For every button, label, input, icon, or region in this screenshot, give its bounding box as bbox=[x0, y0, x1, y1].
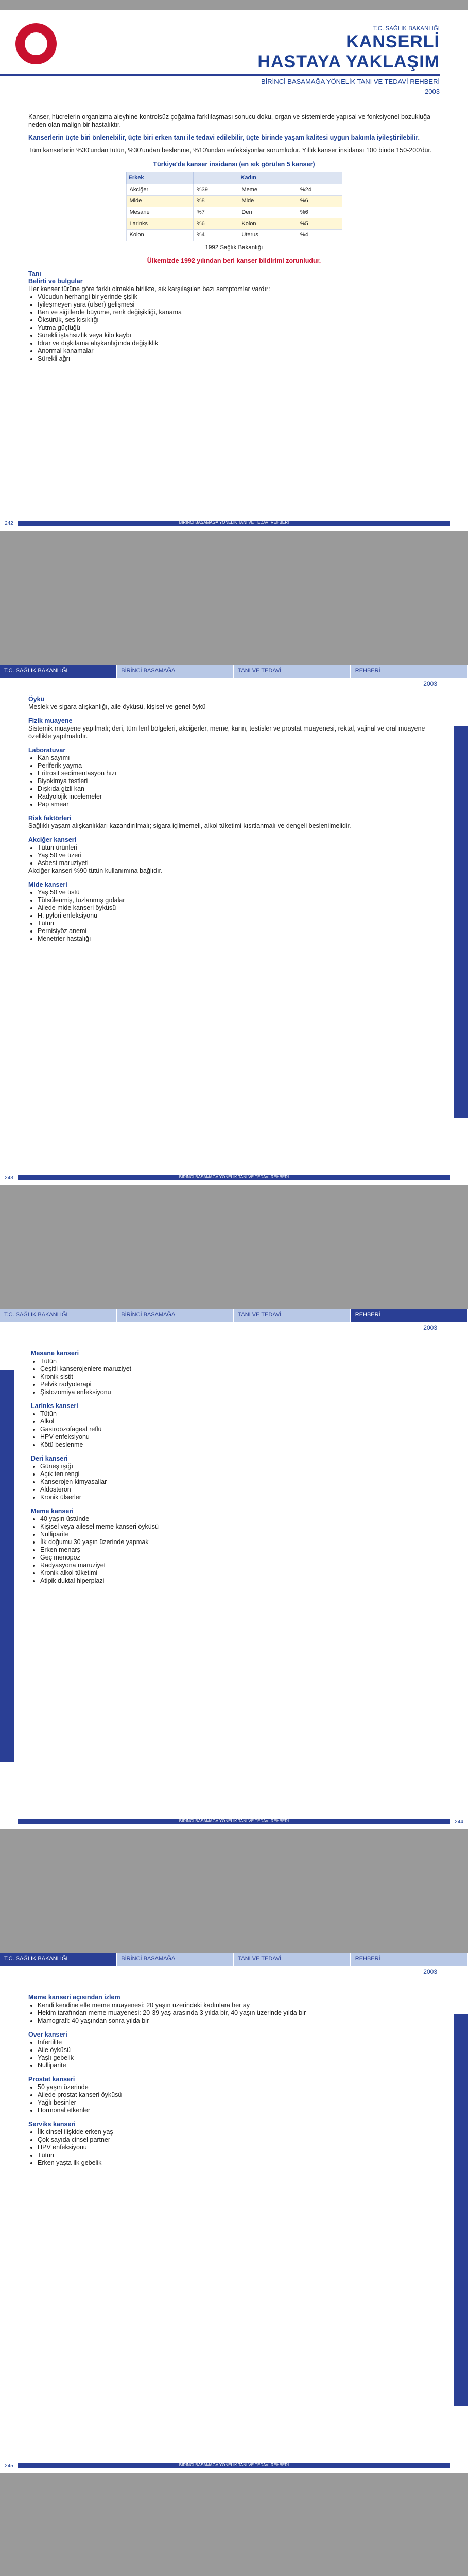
list-item: • Hormonal etkenler bbox=[38, 2107, 437, 2114]
list-item: • Aile öyküsü bbox=[38, 2046, 437, 2054]
header-series: T.C. SAĞLIK BAKANLIĞI bbox=[373, 26, 440, 32]
strip-label: REHBERİ bbox=[351, 1309, 468, 1322]
section-text: Meslek ve sigara alışkanlığı, aile öyküsü, kişisel ve genel öykü bbox=[28, 703, 206, 710]
list-item: • Pernisiyöz anemi bbox=[38, 927, 437, 935]
strip-label: BİRİNCİ BASAMAĞA bbox=[117, 1953, 234, 1966]
section-heading: Meme kanseri açısından izlem bbox=[28, 1994, 120, 2001]
list-item: • Kronik ülserler bbox=[40, 1494, 440, 1501]
key-message: Kanserlerin üçte biri önlenebilir, üçte biri erken tanı ile tedavi edilebilir, üçte birinde yaşam kalitesi uygun bakımla iyileştirilebilir. bbox=[28, 134, 420, 141]
strip-label: BİRİNCİ BASAMAĞA bbox=[117, 1309, 234, 1322]
table-cell: %8 bbox=[193, 196, 238, 207]
list-item: • Kişisel veya ailesel meme kanseri öyküsü bbox=[40, 1523, 440, 1531]
side-bar bbox=[454, 726, 468, 1118]
intro-paragraph: Kanser, hücrelerin organizma aleyhine kontrolsüz çoğalma farklılaşması sonucu doku, organ ve sistemlerde yapısal ve fonksiyonel bozukluğa neden olan malign bir hastalıktır. bbox=[28, 113, 430, 128]
list-item: • Gastroözofageal reflü bbox=[40, 1426, 440, 1433]
list-item: • Tütün bbox=[38, 920, 437, 927]
table-cell: Kolon bbox=[126, 230, 193, 241]
section-heading: Deri kanseri bbox=[31, 1455, 68, 1462]
risk-paragraph: Tüm kanserlerin %30'undan tütün, %30'undan beslenme, %10'undan enfeksiyonlar sorumludur. Yıllık kanser insidansı 100 binde 150-200'dür. bbox=[28, 147, 432, 154]
page-footer bbox=[0, 516, 468, 531]
symptom-list bbox=[28, 293, 440, 363]
page-number: 244 bbox=[455, 1819, 463, 1825]
breast-risk-list bbox=[31, 1515, 440, 1585]
list-item: • Kronik sistit bbox=[40, 1373, 440, 1381]
table-cell: %4 bbox=[297, 230, 342, 241]
list-item: • Biyokimya testleri bbox=[38, 777, 437, 785]
list-item: • Güneş ışığı bbox=[40, 1463, 440, 1470]
document-page-1 bbox=[0, 10, 468, 531]
list-item: • Şistozomiya enfeksiyonu bbox=[40, 1388, 440, 1396]
list-item: • İnfertilite bbox=[38, 2039, 437, 2046]
table-cell: %6 bbox=[193, 218, 238, 230]
list-item: • İyileşmeyen yara (ülser) gelişmesi bbox=[38, 301, 440, 309]
footer-label: BİRİNCİ BASAMAĞA YÖNELİK TANI VE TEDAVİ REHBERİ bbox=[179, 520, 289, 525]
page-year: 2003 bbox=[423, 1968, 437, 1975]
table-row bbox=[126, 230, 342, 241]
bladder-risk-list bbox=[31, 1358, 440, 1396]
table-cell: Larinks bbox=[126, 218, 193, 230]
footer-label: BİRİNCİ BASAMAĞA YÖNELİK TANI VE TEDAVİ REHBERİ bbox=[179, 1175, 289, 1179]
page2-body bbox=[28, 696, 437, 943]
skin-risk-list bbox=[31, 1463, 440, 1501]
list-item: • HPV enfeksiyonu bbox=[38, 2144, 437, 2151]
list-item: • Yaş 50 ve üzeri bbox=[38, 852, 437, 859]
section-heading: Öykü bbox=[28, 696, 45, 703]
top-strip bbox=[0, 1309, 468, 1322]
page3-body bbox=[31, 1350, 440, 1585]
list-item: • Tütün bbox=[40, 1358, 440, 1365]
list-item: • Çok sayıda cinsel partner bbox=[38, 2136, 437, 2144]
lung-risk-list bbox=[28, 844, 437, 867]
list-item: • Ailede mide kanseri öyküsü bbox=[38, 904, 437, 912]
table-cell: %39 bbox=[193, 184, 238, 196]
section-subheading: Belirti ve bulgular bbox=[28, 278, 83, 285]
list-item: • Vücudun herhangi bir yerinde şişlik bbox=[38, 293, 440, 301]
section-heading: Laboratuvar bbox=[28, 747, 66, 754]
table-header-cell: Kadın bbox=[238, 172, 297, 184]
strip-label: T.C. SAĞLIK BAKANLIĞI bbox=[0, 1953, 117, 1966]
document-subtitle: BİRİNCİ BASAMAĞA YÖNELİK TANI VE TEDAVİ REHBERİ bbox=[261, 78, 440, 86]
list-item: • Yağlı besinler bbox=[38, 2099, 437, 2107]
section-heading: Prostat kanseri bbox=[28, 2076, 75, 2083]
list-item: • Eritrosit sedimentasyon hızı bbox=[38, 770, 437, 777]
page-year: 2003 bbox=[423, 1324, 437, 1331]
document-title-line2: HASTAYA YAKLAŞIM bbox=[257, 52, 440, 72]
list-item: • Kanserojen kimyasallar bbox=[40, 1478, 440, 1486]
list-item: • Çeşitli kanserojenlere maruziyet bbox=[40, 1365, 440, 1373]
table-cell: Mide bbox=[238, 196, 297, 207]
table-note: 1992 Sağlık Bakanlığı bbox=[205, 245, 263, 251]
list-item: • Tütün bbox=[38, 2151, 437, 2159]
table-title: Türkiye'de kanser insidansı (en sık görülen 5 kanser) bbox=[153, 161, 315, 168]
list-item: • Kan sayımı bbox=[38, 754, 437, 762]
list-item: • H. pylori enfeksiyonu bbox=[38, 912, 437, 920]
list-item: • İlk cinsel ilişkide erken yaş bbox=[38, 2128, 437, 2136]
table-header-cell bbox=[193, 172, 238, 184]
list-item: • 50 yaşın üzerinde bbox=[38, 2083, 437, 2091]
list-item: • Dışkıda gizli kan bbox=[38, 785, 437, 793]
list-item: • Yaşlı gebelik bbox=[38, 2054, 437, 2062]
title-block bbox=[0, 26, 468, 95]
document-page-3 bbox=[0, 1309, 468, 1829]
table-row bbox=[126, 184, 342, 196]
table-cell: %4 bbox=[193, 230, 238, 241]
page-year: 2003 bbox=[423, 680, 437, 687]
list-item: • 40 yaşın üstünde bbox=[40, 1515, 440, 1523]
list-item: • Tütsülenmiş, tuzlanmış gıdalar bbox=[38, 896, 437, 904]
list-item: • Öksürük, ses kısıklığı bbox=[38, 316, 440, 324]
section-text: Sağlıklı yaşam alışkanlıkları kazandırılmalı; sigara içilmemeli, alkol tüketimi kısıtlanmalı ve dengeli beslenilmelidir. bbox=[28, 822, 351, 829]
table-cell: Meme bbox=[238, 184, 297, 196]
table-cell: Kolon bbox=[238, 218, 297, 230]
section-heading: Tanı bbox=[28, 270, 41, 277]
table-cell: %5 bbox=[297, 218, 342, 230]
list-item: • İlk doğumu 30 yaşın üzerinde yapmak bbox=[40, 1538, 440, 1546]
section-heading: Meme kanseri bbox=[31, 1507, 74, 1515]
table-header-row bbox=[126, 172, 342, 184]
lab-list bbox=[28, 754, 437, 808]
list-item: • Periferik yayma bbox=[38, 762, 437, 770]
table-row bbox=[126, 218, 342, 230]
section-text: Akciğer kanseri %90 tütün kullanımına bağlıdır. bbox=[28, 867, 163, 874]
strip-label: TANI VE TEDAVİ bbox=[234, 1953, 351, 1966]
document-title-line1: KANSERLİ bbox=[346, 32, 440, 52]
list-item: • İdrar ve dışkılama alışkanlığında değişiklik bbox=[38, 340, 440, 347]
list-item: • Tütün bbox=[40, 1410, 440, 1418]
section-heading: Risk faktörleri bbox=[28, 815, 72, 822]
breast-screening-list bbox=[28, 2002, 437, 2025]
table-cell: %6 bbox=[297, 207, 342, 218]
larynx-risk-list bbox=[31, 1410, 440, 1449]
table-row bbox=[126, 207, 342, 218]
list-item: • Tütün ürünleri bbox=[38, 844, 437, 852]
list-item: • Alkol bbox=[40, 1418, 440, 1426]
list-item: • Radyolojik incelemeler bbox=[38, 793, 437, 801]
strip-label: TANI VE TEDAVİ bbox=[234, 1309, 351, 1322]
top-strip bbox=[0, 665, 468, 678]
list-item: • Sürekli ağrı bbox=[38, 355, 440, 363]
table-cell: Mide bbox=[126, 196, 193, 207]
stomach-risk-list bbox=[28, 889, 437, 943]
page-footer bbox=[0, 1171, 468, 1185]
list-item: • Ailede prostat kanseri öyküsü bbox=[38, 2091, 437, 2099]
list-item: • Atipik duktal hiperplazi bbox=[40, 1577, 440, 1585]
ovary-risk-list bbox=[28, 2039, 437, 2070]
footer-label: BİRİNCİ BASAMAĞA YÖNELİK TANI VE TEDAVİ REHBERİ bbox=[179, 1819, 289, 1823]
cervix-risk-list bbox=[28, 2128, 437, 2167]
strip-label: TANI VE TEDAVİ bbox=[234, 665, 351, 678]
list-item: • Aldosteron bbox=[40, 1486, 440, 1494]
page4-body bbox=[28, 1994, 437, 2167]
list-item: • Menetrier hastalığı bbox=[38, 935, 437, 943]
list-item: • HPV enfeksiyonu bbox=[40, 1433, 440, 1441]
side-bar bbox=[454, 2014, 468, 2406]
list-item: • Açık ten rengi bbox=[40, 1470, 440, 1478]
section-heading: Mesane kanseri bbox=[31, 1350, 79, 1357]
list-item: • Kronik alkol tüketimi bbox=[40, 1569, 440, 1577]
section-heading: Serviks kanseri bbox=[28, 2121, 76, 2128]
page-number: 245 bbox=[5, 2463, 13, 2469]
strip-label: REHBERİ bbox=[351, 1953, 468, 1966]
list-item: • Erken menarş bbox=[40, 1546, 440, 1554]
strip-label: BİRİNCİ BASAMAĞA bbox=[117, 665, 234, 678]
list-item: • Geç menopoz bbox=[40, 1554, 440, 1562]
table-cell: Uterus bbox=[238, 230, 297, 241]
strip-label: REHBERİ bbox=[351, 665, 468, 678]
table-cell: %7 bbox=[193, 207, 238, 218]
side-bar bbox=[0, 1370, 14, 1762]
page1-body bbox=[28, 113, 440, 363]
list-item: • Kötü beslenme bbox=[40, 1441, 440, 1449]
list-item: • Nulliparite bbox=[40, 1531, 440, 1538]
notification-note: Ülkemizde 1992 yılından beri kanser bildirimi zorunludur. bbox=[147, 257, 321, 264]
list-item: • Yutma güçlüğü bbox=[38, 324, 440, 332]
section-text: Sistemik muayene yapılmalı; deri, tüm lenf bölgeleri, akciğerler, meme, karın, testisler ve prostat muayenesi, rektal, vajinal ve oral muayene özellikle yapılmalıdır. bbox=[28, 725, 425, 740]
table-cell: Mesane bbox=[126, 207, 193, 218]
list-item: • Anormal kanamalar bbox=[38, 347, 440, 355]
section-intro: Her kanser türüne göre farklı olmakla birlikte, sık karşılaşılan bazı semptomlar vardır: bbox=[28, 285, 270, 293]
incidence-table bbox=[126, 172, 342, 241]
page-number: 243 bbox=[5, 1175, 13, 1181]
list-item: • Sürekli iştahsızlık veya kilo kaybı bbox=[38, 332, 440, 340]
table-cell: %24 bbox=[297, 184, 342, 196]
list-item: • Asbest maruziyeti bbox=[38, 859, 437, 867]
list-item: • Ben ve siğillerde büyüme, renk değişikliği, kanama bbox=[38, 309, 440, 316]
strip-label: T.C. SAĞLIK BAKANLIĞI bbox=[0, 1309, 117, 1322]
table-header-cell bbox=[297, 172, 342, 184]
title-rule bbox=[0, 74, 440, 76]
list-item: • Yaş 50 ve üstü bbox=[38, 889, 437, 896]
table-row bbox=[126, 196, 342, 207]
section-heading: Mide kanseri bbox=[28, 881, 67, 888]
list-item: • Radyasyona maruziyet bbox=[40, 1562, 440, 1569]
section-heading: Larinks kanseri bbox=[31, 1402, 78, 1410]
document-page-4 bbox=[0, 1953, 468, 2473]
page-footer bbox=[0, 1815, 468, 1829]
document-year: 2003 bbox=[425, 88, 440, 95]
footer-label: BİRİNCİ BASAMAĞA YÖNELİK TANI VE TEDAVİ REHBERİ bbox=[179, 2463, 289, 2467]
table-cell: Akciğer bbox=[126, 184, 193, 196]
list-item: • Hekim tarafından meme muayenesi: 20-39 yaş arasında 3 yılda bir, 40 yaşın üzerinde yılda bir bbox=[38, 2009, 437, 2017]
section-heading: Fizik muayene bbox=[28, 717, 73, 724]
strip-label: T.C. SAĞLIK BAKANLIĞI bbox=[0, 665, 117, 678]
top-strip bbox=[0, 1953, 468, 1966]
document-page-2 bbox=[0, 665, 468, 1185]
list-item: • Erken yaşta ilk gebelik bbox=[38, 2159, 437, 2167]
list-item: • Pap smear bbox=[38, 801, 437, 808]
page-footer bbox=[0, 2459, 468, 2473]
prostate-risk-list bbox=[28, 2083, 437, 2114]
page-number: 242 bbox=[5, 520, 13, 527]
table-cell: %6 bbox=[297, 196, 342, 207]
section-heading: Akciğer kanseri bbox=[28, 836, 77, 843]
table-cell: Deri bbox=[238, 207, 297, 218]
list-item: • Pelvik radyoterapi bbox=[40, 1381, 440, 1388]
table-header-cell: Erkek bbox=[126, 172, 193, 184]
list-item: • Kendi kendine elle meme muayenesi: 20 yaşın üzerindeki kadınlara her ay bbox=[38, 2002, 437, 2009]
list-item: • Mamografi: 40 yaşından sonra yılda bir bbox=[38, 2017, 437, 2025]
section-heading: Over kanseri bbox=[28, 2031, 67, 2038]
list-item: • Nulliparite bbox=[38, 2062, 437, 2070]
